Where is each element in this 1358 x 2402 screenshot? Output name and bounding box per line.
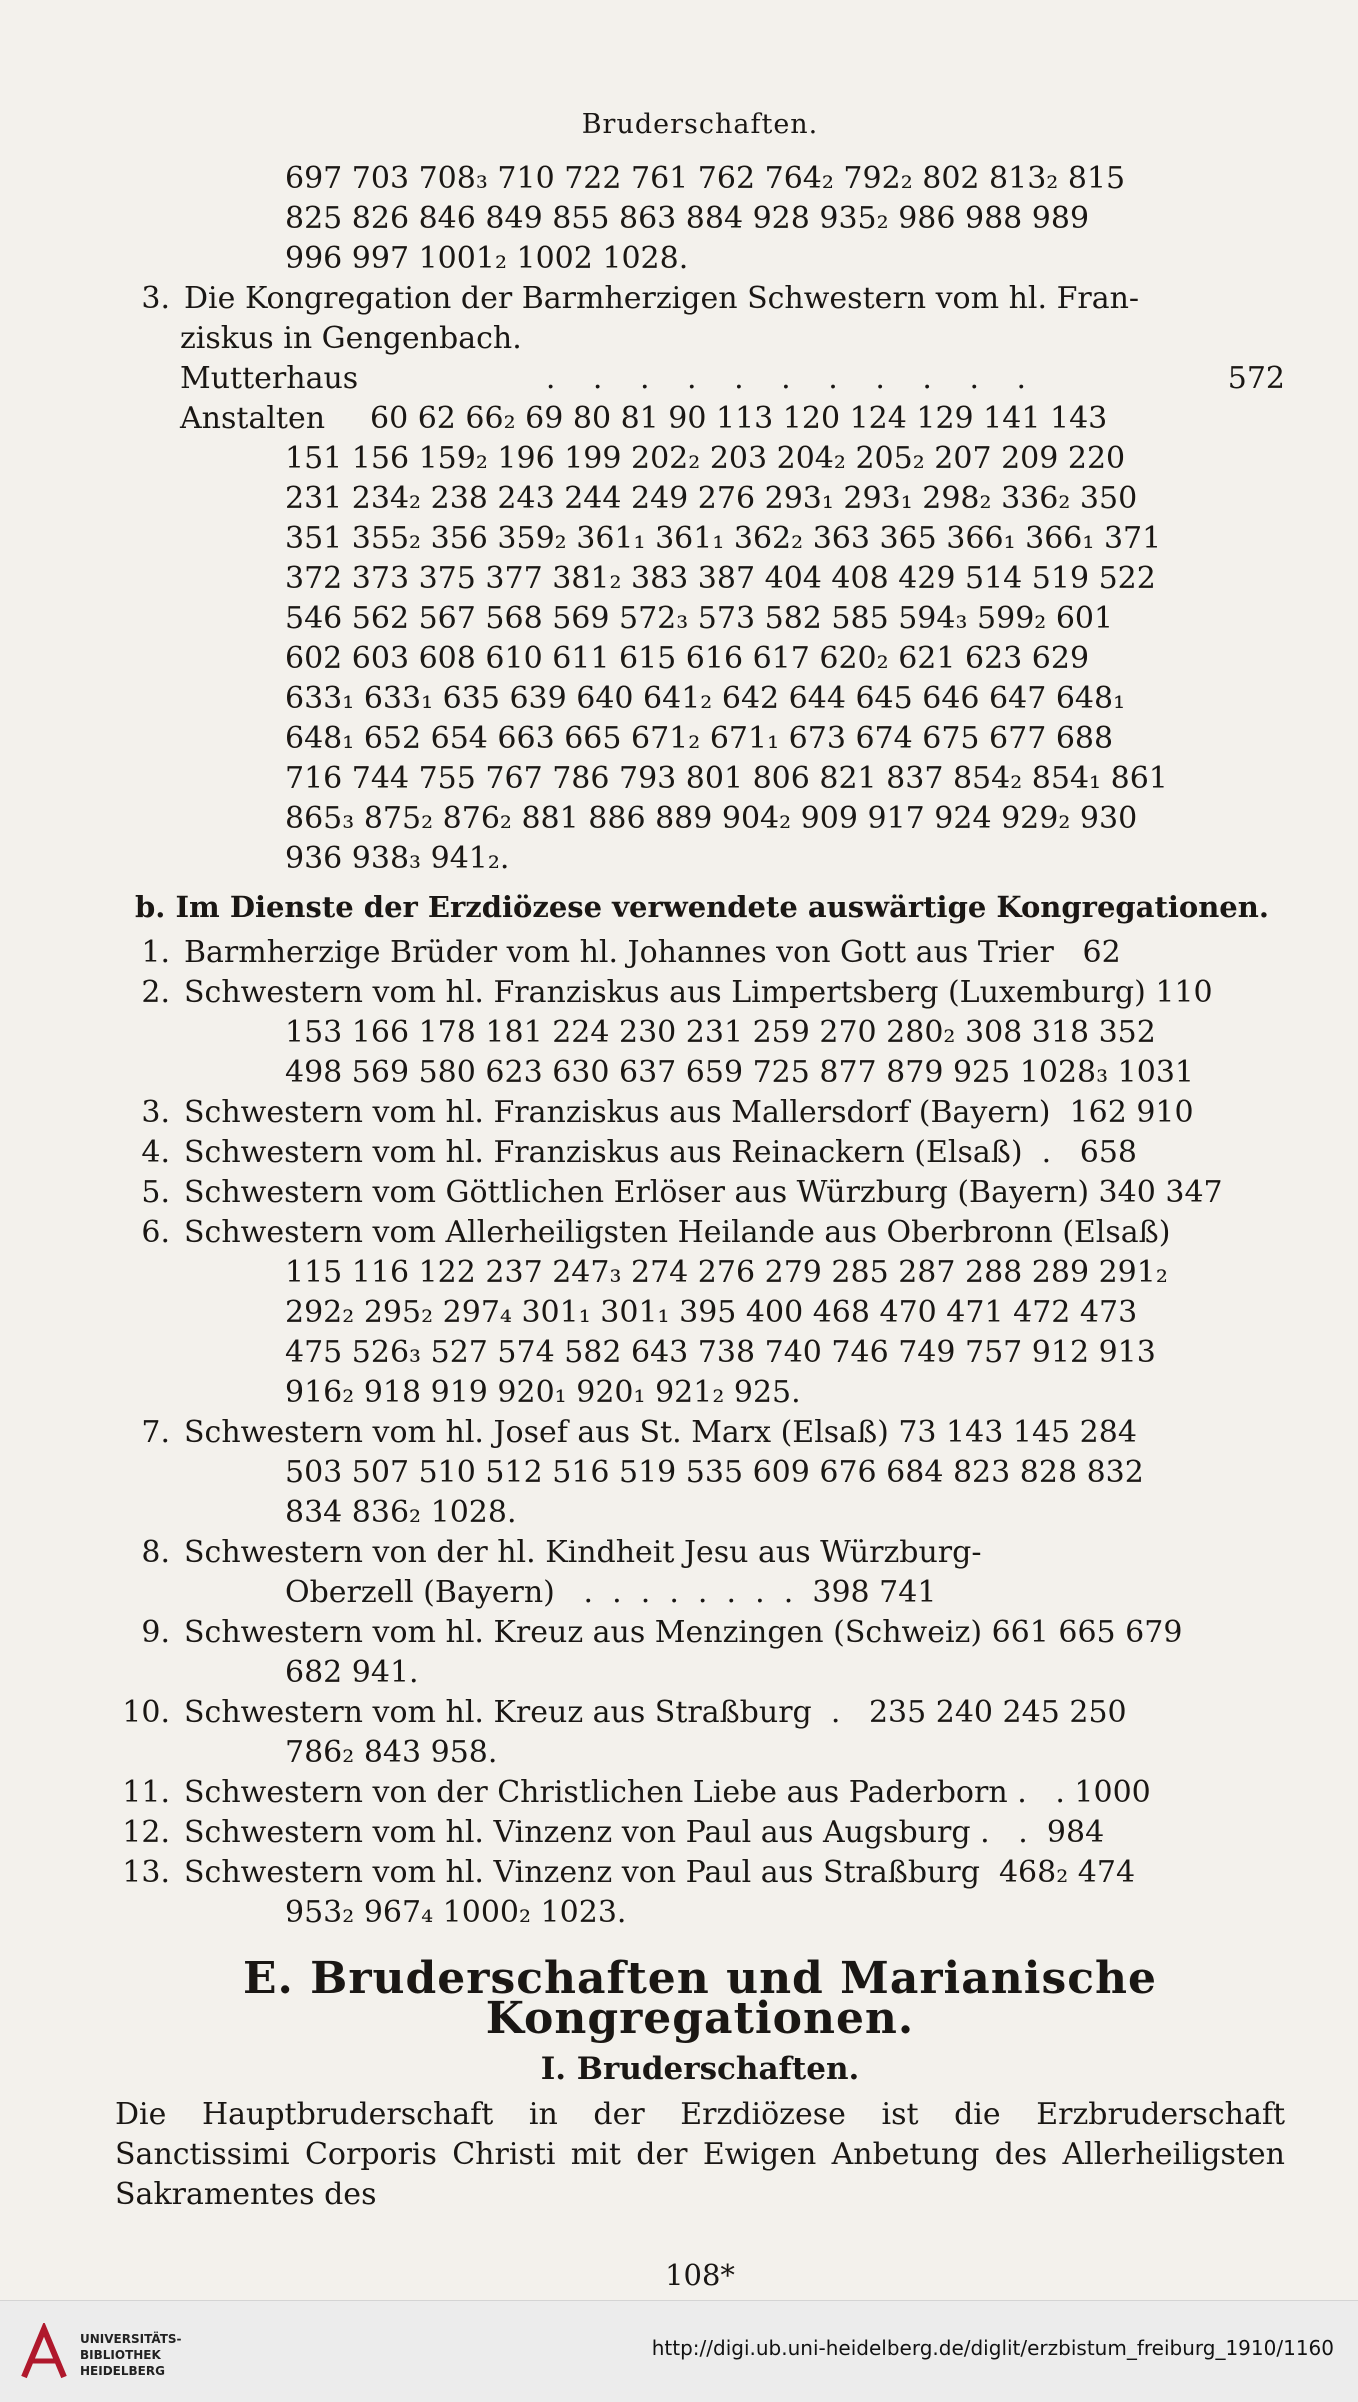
anstalten-continuation-line: 716 744 755 767 786 793 801 806 821 837 854₂ 854₁ 861 — [285, 761, 1168, 796]
item-text: Schwestern vom Allerheiligsten Heilande aus Oberbronn (Elsaß) — [184, 1215, 1171, 1250]
list-item — [115, 1093, 1285, 1133]
item-number: 1. — [141, 935, 170, 970]
item-text-continued: 153 166 178 181 224 230 231 259 270 280₂ 308 318 352 — [285, 1015, 1156, 1050]
item-number: 13. — [122, 1855, 170, 1890]
item-text-continued: 503 507 510 512 516 519 535 609 676 684 823 828 832 — [285, 1455, 1144, 1490]
library-name-line: BIBLIOTHEK — [80, 2348, 161, 2362]
item-number: 2. — [141, 975, 170, 1010]
item-text: Schwestern vom hl. Vinzenz von Paul aus Straßburg 468₂ 474 — [184, 1855, 1136, 1890]
item-text-continued: 953₂ 967₄ 1000₂ 1023. — [285, 1895, 627, 1930]
section-b-heading: b. Im Dienste der Erzdiözese verwendete auswärtige Kongregationen. — [135, 890, 1269, 924]
anstalten-continuation-line: 648₁ 652 654 663 665 671₂ 671₁ 673 674 675 677 688 — [285, 721, 1114, 756]
continuation-line: 825 826 846 849 855 863 884 928 935₂ 986 988 989 — [285, 201, 1090, 236]
anstalten-numbers: 60 62 66₂ 69 80 81 90 113 120 124 129 141 143 — [370, 401, 1108, 436]
leader-dots: . . . . . . . . . . . — [545, 361, 1041, 396]
item-number: 4. — [141, 1135, 170, 1170]
item-text: Schwestern vom hl. Franziskus aus Reinackern (Elsaß) . 658 — [184, 1135, 1137, 1170]
item-text: Barmherzige Brüder vom hl. Johannes von Gott aus Trier 62 — [184, 935, 1121, 970]
list-item — [115, 1813, 1285, 1853]
item-text-continued: 292₂ 295₂ 297₄ 301₁ 301₁ 395 400 468 470 471 472 473 — [285, 1295, 1138, 1330]
item-text-continued: 682 941. — [285, 1655, 419, 1690]
item-text-continued: 475 526₃ 527 574 582 643 738 740 746 749 757 912 913 — [285, 1335, 1156, 1370]
congregation-list — [115, 933, 1285, 1933]
mutterhaus-value: 572 — [1227, 361, 1285, 396]
library-name — [80, 2331, 182, 2379]
item-number: 12. — [122, 1815, 170, 1850]
anstalten-continuation-line: 372 373 375 377 381₂ 383 387 404 408 429 514 519 522 — [285, 561, 1156, 596]
body-paragraph: Die Hauptbruderschaft in der Erzdiözese ist die Erzbruderschaft Sanctissimi Corporis Christi mit der Ewigen Anbetung des Allerheiligsten Sakramentes des — [115, 2097, 1285, 2212]
item-text: Schwestern vom hl. Franziskus aus Mallersdorf (Bayern) 162 910 — [184, 1095, 1194, 1130]
anstalten-continuation-line: 602 603 608 610 611 615 616 617 620₂ 621 623 629 — [285, 641, 1090, 676]
item-text-continued: 115 116 122 237 247₃ 274 276 279 285 287 288 289 291₂ — [285, 1255, 1168, 1290]
item-number: 9. — [141, 1615, 170, 1650]
item-text: Schwestern vom Göttlichen Erlöser aus Würzburg (Bayern) 340 347 — [184, 1175, 1223, 1210]
item-text: Schwestern vom hl. Franziskus aus Limpertsberg (Luxemburg) 110 — [184, 975, 1213, 1010]
list-item — [115, 973, 1285, 1013]
item-text-continued: 498 569 580 623 630 637 659 725 877 879 925 1028₃ 1031 — [285, 1055, 1195, 1090]
list-item-3 — [115, 279, 1285, 319]
item-number: 6. — [141, 1215, 170, 1250]
item-text-continued: Oberzell (Bayern) . . . . . . . . 398 741 — [285, 1575, 937, 1610]
list-item — [115, 1853, 1285, 1893]
item-text-continued: 834 836₂ 1028. — [285, 1495, 517, 1530]
mutterhaus-row — [115, 359, 1285, 399]
page-number: 108* — [665, 2258, 735, 2292]
item-number: 11. — [122, 1775, 170, 1810]
list-item — [115, 1613, 1285, 1653]
university-library-logo-icon — [18, 2323, 70, 2383]
item-text: Schwestern vom hl. Vinzenz von Paul aus Augsburg . . 984 — [184, 1815, 1105, 1850]
anstalten-continuation-line: 936 938₃ 941₂. — [285, 841, 510, 876]
item-number: 7. — [141, 1415, 170, 1450]
anstalten-row — [115, 399, 1285, 439]
anstalten-continuation-line: 351 355₂ 356 359₂ 361₁ 361₁ 362₂ 363 365 366₁ 366₁ 371 — [285, 521, 1162, 556]
running-head: Bruderschaften. — [581, 109, 819, 140]
item-text: Schwestern vom hl. Kreuz aus Straßburg . 235 240 245 250 — [184, 1695, 1127, 1730]
anstalten-continuation-line: 231 234₂ 238 243 244 249 276 293₁ 293₁ 298₂ 336₂ 350 — [285, 481, 1138, 516]
item-text: Schwestern von der hl. Kindheit Jesu aus Würzburg- — [184, 1535, 982, 1570]
anstalten-continuation-line: 546 562 567 568 569 572₃ 573 582 585 594₃ 599₂ 601 — [285, 601, 1114, 636]
item-number: 3. — [141, 281, 170, 316]
continuation-line: 996 997 1001₂ 1002 1028. — [285, 241, 689, 276]
item-number: 5. — [141, 1175, 170, 1210]
anstalten-continuation-line: 151 156 159₂ 196 199 202₂ 203 204₂ 205₂ 207 209 220 — [285, 441, 1126, 476]
list-item — [115, 1213, 1285, 1253]
list-item — [115, 1693, 1285, 1733]
anstalten-continuation-line: 633₁ 633₁ 635 639 640 641₂ 642 644 645 646 647 648₁ — [285, 681, 1126, 716]
digitization-footer — [0, 2300, 1358, 2402]
item-number: 8. — [141, 1535, 170, 1570]
list-item — [115, 933, 1285, 973]
list-item — [115, 1533, 1285, 1573]
list-item — [115, 1173, 1285, 1213]
page-text — [115, 105, 1285, 2295]
item-number: 10. — [122, 1695, 170, 1730]
item-text-continued: 786₂ 843 958. — [285, 1735, 498, 1770]
mutterhaus-label: Mutterhaus — [180, 361, 359, 396]
library-name-line: HEIDELBERG — [80, 2364, 165, 2378]
list-item — [115, 1133, 1285, 1173]
list-item — [115, 1413, 1285, 1453]
item-text: Schwestern vom hl. Josef aus St. Marx (Elsaß) 73 143 145 284 — [184, 1415, 1137, 1450]
subsection-heading: I. Bruderschaften. — [540, 2051, 860, 2087]
item-text: Die Kongregation der Barmherzigen Schwestern vom hl. Fran- — [184, 281, 1140, 316]
section-e-heading: E. Bruderschaften und Marianische Kongregationen. — [242, 1953, 1158, 2044]
source-url-link[interactable]: http://digi.ub.uni-heidelberg.de/diglit/erzbistum_freiburg_1910/1160 — [651, 2336, 1334, 2360]
anstalten-continuation-line: 865₃ 875₂ 876₂ 881 886 889 904₂ 909 917 924 929₂ 930 — [285, 801, 1138, 836]
library-name-line: UNIVERSITÄTS- — [80, 2332, 182, 2346]
item-text-continued: ziskus in Gengenbach. — [180, 321, 522, 356]
item-text: Schwestern von der Christlichen Liebe aus Paderborn . . 1000 — [184, 1775, 1151, 1810]
continuation-line: 697 703 708₃ 710 722 761 762 764₂ 792₂ 802 813₂ 815 — [285, 161, 1126, 196]
item-text: Schwestern vom hl. Kreuz aus Menzingen (Schweiz) 661 665 679 — [184, 1615, 1183, 1650]
anstalten-label: Anstalten — [180, 401, 326, 436]
list-item — [115, 1773, 1285, 1813]
item-text-continued: 916₂ 918 919 920₁ 920₁ 921₂ 925. — [285, 1375, 801, 1410]
item-number: 3. — [141, 1095, 170, 1130]
